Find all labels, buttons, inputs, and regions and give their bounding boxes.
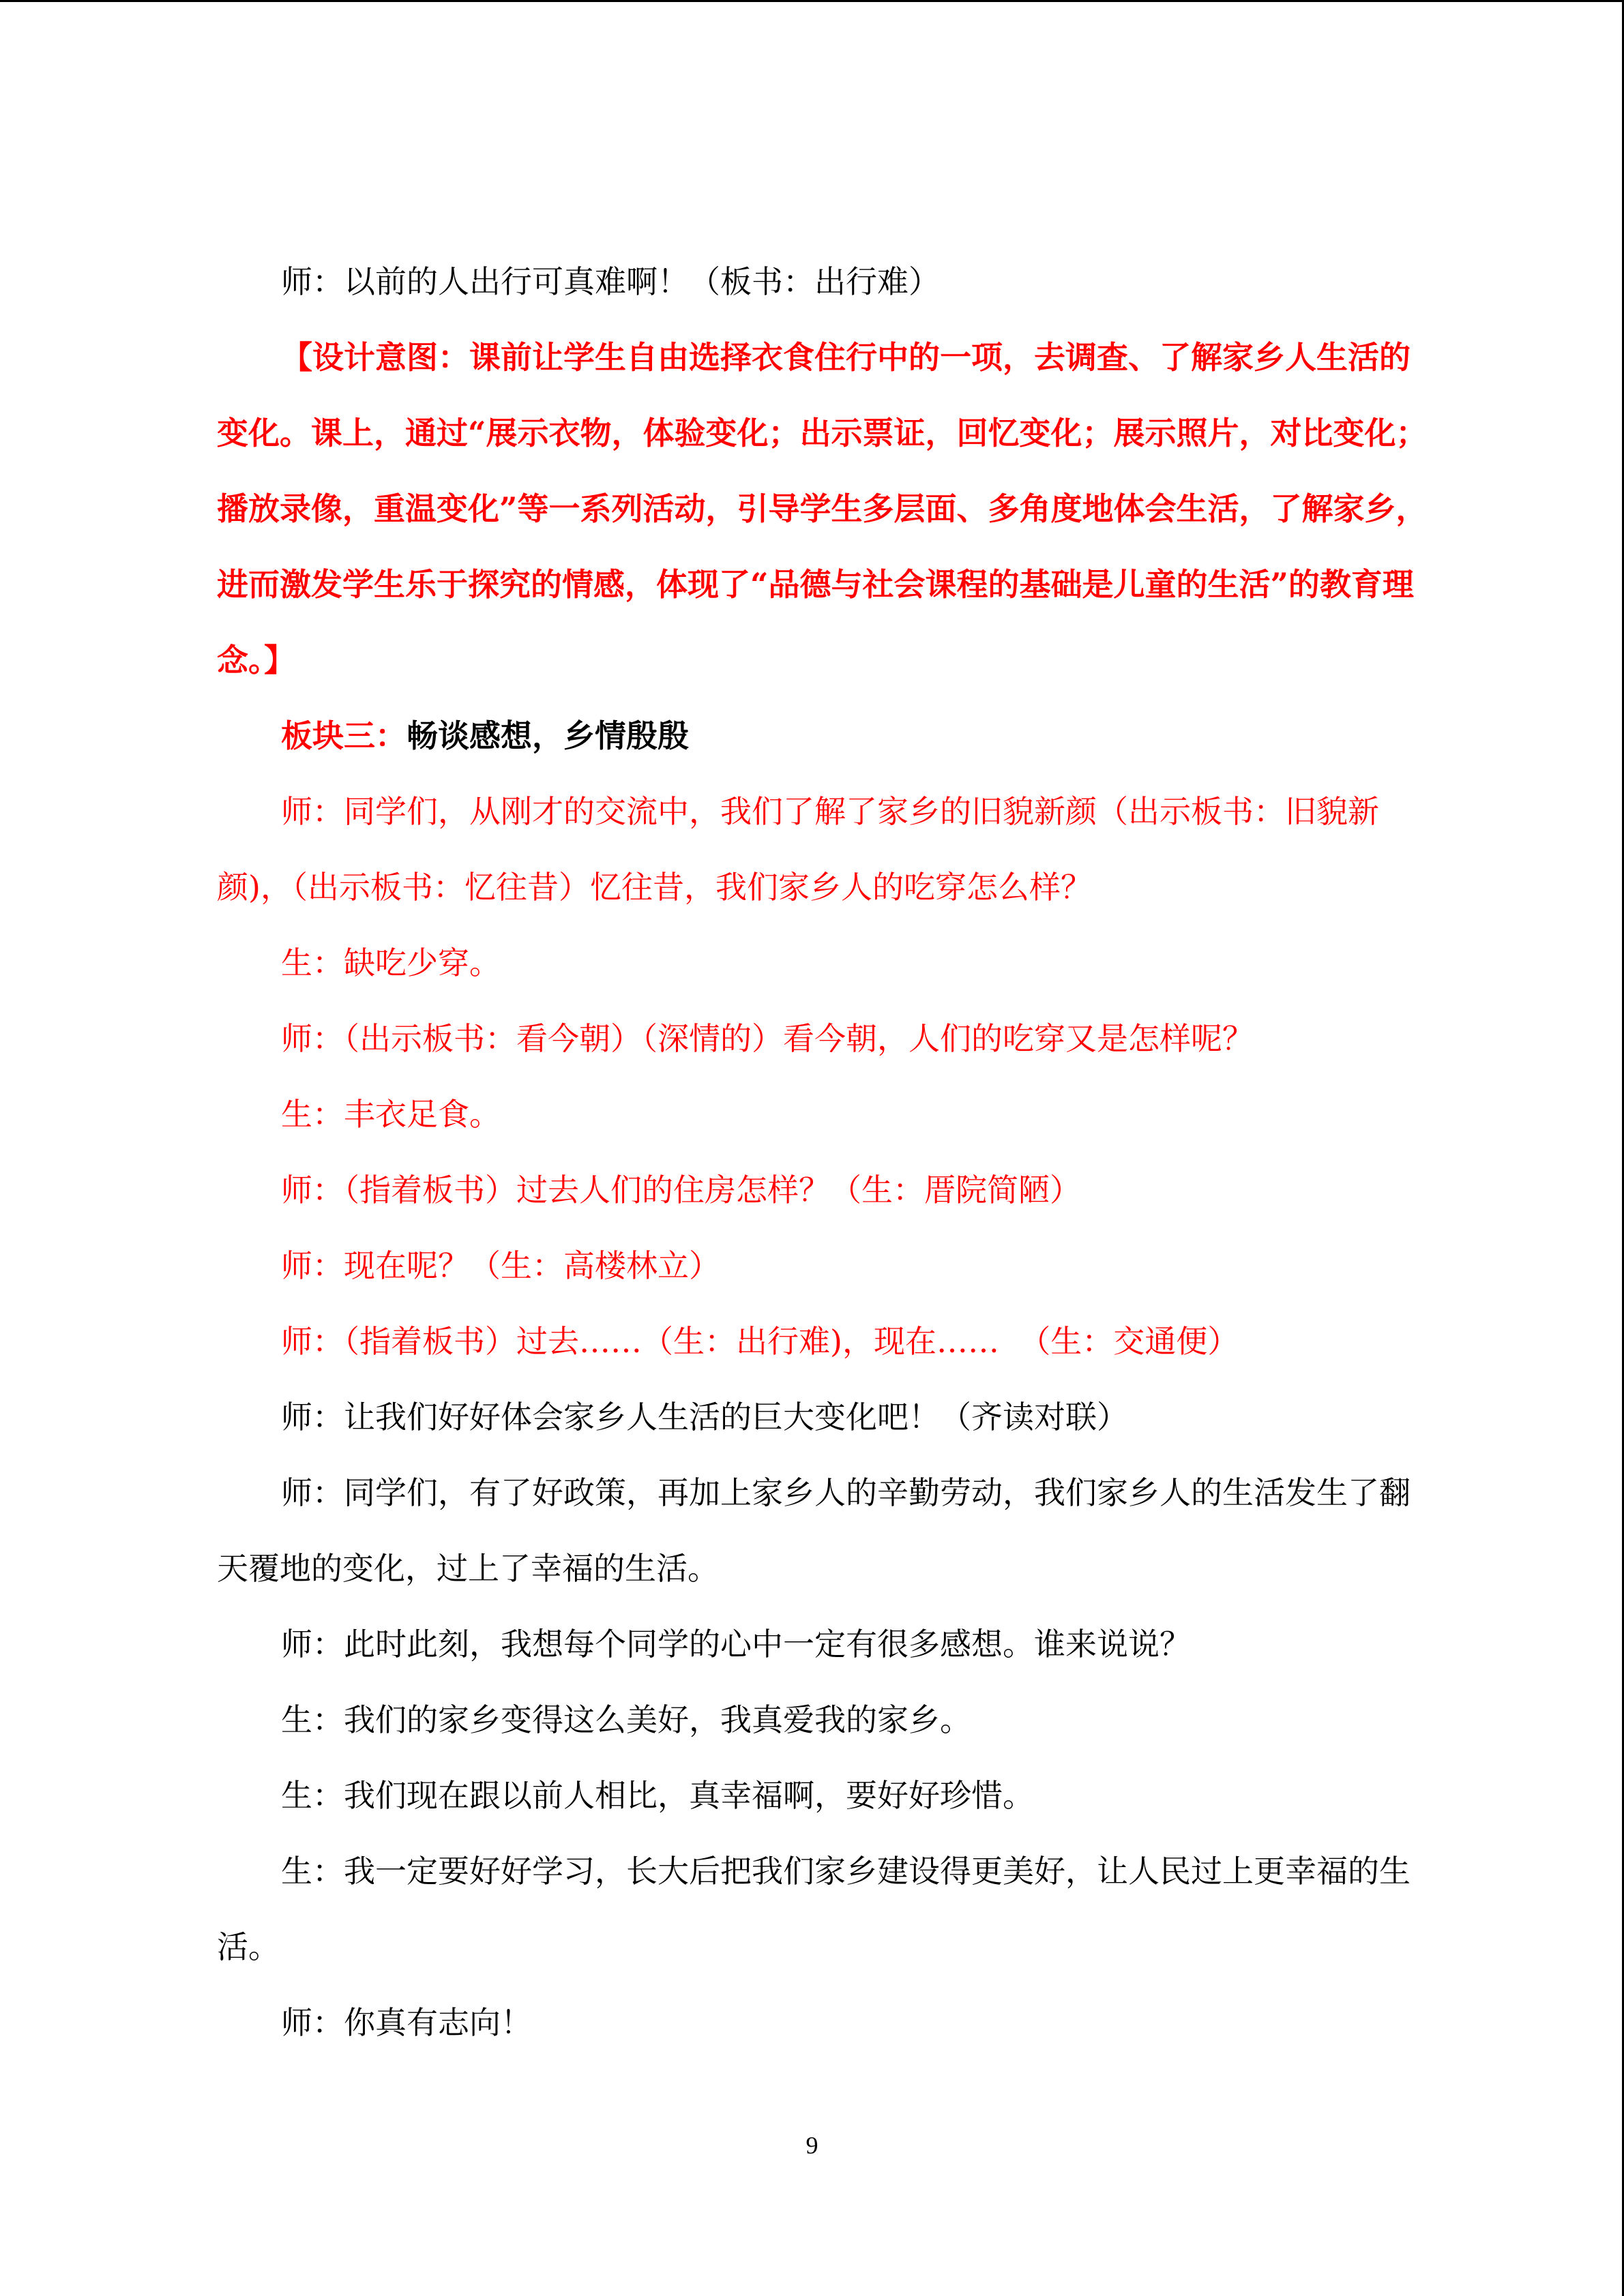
page-number: 9 (806, 2132, 818, 2159)
paragraph-student-love: 生：我们的家乡变得这么美好，我真爱我的家乡。 (281, 1701, 971, 1738)
paragraph-student-cherish: 生：我们现在跟以前人相比，真幸福啊，要好好珍惜。 (281, 1777, 1034, 1814)
paragraph-student-plenty: 生：丰衣足食。 (281, 1096, 501, 1133)
section-label: 板块三： (281, 717, 407, 754)
paragraph-teacher-thoughts: 师：此时此刻，我想每个同学的心中一定有很多感想。谁来说说？ (281, 1626, 1191, 1663)
paragraph-teacher-now: 师：现在呢？（生：高楼林立） (281, 1247, 720, 1284)
paragraph-teacher-housing: 师：（指着板书）过去人们的住房怎样？（生：厝院简陋） (281, 1172, 1081, 1208)
section-title: 畅谈感想，乡情殷殷 (407, 717, 689, 754)
paragraph-teacher-ambition: 师：你真有志向！ (281, 2004, 532, 2041)
paragraph-teacher-policy: 师：同学们，有了好政策，再加上家乡人的辛勤劳动，我们家乡人的生活发生了翻天覆地的变化，过上了幸福的生活。 (217, 1474, 1411, 1587)
top-border (0, 0, 1624, 2)
paragraph-teacher-couplet: 师：让我们好好体会家乡人生活的巨大变化吧！（齐读对联） (281, 1399, 1128, 1435)
paragraph-teacher-travel: 师：（指着板书）过去……（生：出行难)，现在…… （生：交通便） (281, 1323, 1239, 1360)
paragraph-design-intent: 【设计意图：课前让学生自由选择衣食住行中的一项，去调查、了解家乡人生活的变化。课上，通过“展示衣物，体验变化；出示票证，回忆变化；展示照片，对比变化；播放录像，重温变化”等一系列活动，引导学生多层面、多角度地体会生活，了解家乡，进而激发学生乐于探究的情感，体现了“品德与社会课程的基础是儿童的生活”的教育理念。】 (217, 339, 1428, 679)
document-body (217, 244, 1431, 2061)
paragraph-teacher-today: 师：（出示板书：看今朝）（深情的）看今朝，人们的吃穿又是怎样呢？ (281, 1020, 1254, 1057)
paragraph-student-study: 生：我一定要好好学习，长大后把我们家乡建设得更美好，让人民过上更幸福的生活。 (217, 1853, 1411, 1965)
paragraph-teacher-old-new: 师：同学们，从刚才的交流中，我们了解了家乡的旧貌新颜（出示板书：旧貌新颜)，（出示板书：忆往昔）忆往昔，我们家乡人的吃穿怎么样？ (217, 793, 1379, 906)
paragraph-student-lack: 生：缺吃少穿。 (281, 944, 501, 981)
section-heading (217, 698, 1431, 774)
paragraph-teacher-travel-hard: 师：以前的人出行可真难啊！（板书：出行难） (281, 263, 940, 300)
